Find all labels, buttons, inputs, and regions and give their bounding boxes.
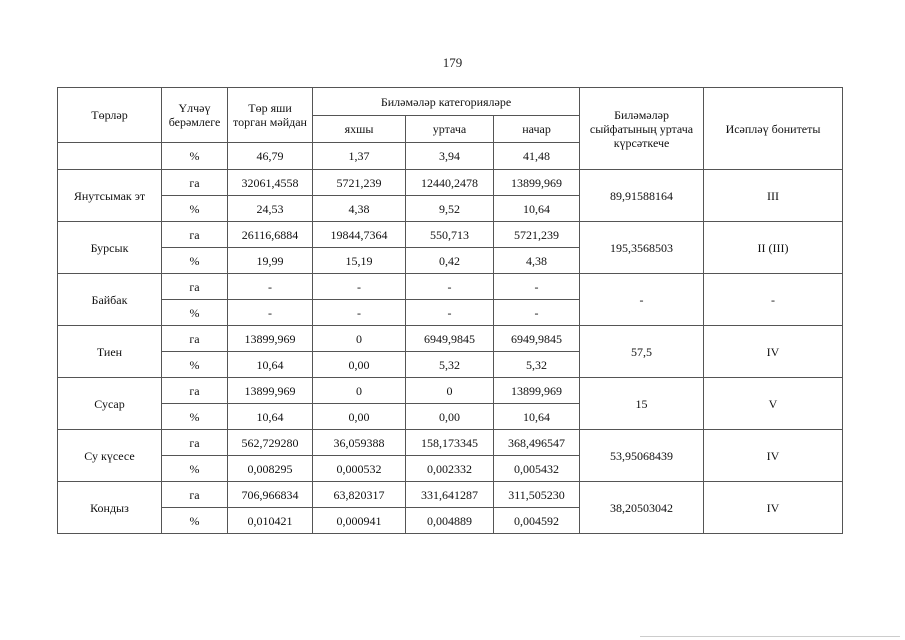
area-cell: 32061,4558 [228,170,313,196]
header-percent-medium: 3,94 [406,143,494,170]
poor-cell: 5,32 [494,352,580,378]
good-cell: 0,00 [313,352,406,378]
poor-cell: 4,38 [494,248,580,274]
poor-cell: 0,004592 [494,508,580,534]
average-cell: 89,91588164 [580,170,704,222]
unit-cell: га [162,222,228,248]
species-name: Тиен [58,326,162,378]
unit-cell: га [162,326,228,352]
species-name: Су күсесе [58,430,162,482]
medium-cell: 0,004889 [406,508,494,534]
header-percent-poor: 41,48 [494,143,580,170]
good-cell: 0,00 [313,404,406,430]
header-good: яхшы [313,116,406,143]
bonitet-cell: IV [704,482,843,534]
header-species: Төрләр [58,88,162,143]
habitat-quality-table [57,87,843,534]
poor-cell: 368,496547 [494,430,580,456]
medium-cell: 9,52 [406,196,494,222]
good-cell: - [313,300,406,326]
bonitet-cell: IV [704,326,843,378]
average-cell: 195,3568503 [580,222,704,274]
species-name: Байбак [58,274,162,326]
poor-cell: 13899,969 [494,170,580,196]
medium-cell: 0,00 [406,404,494,430]
header-categories: Биләмәләр категорияләре [313,88,580,116]
good-cell: 0 [313,326,406,352]
area-cell: 10,64 [228,404,313,430]
header-percent-blank [58,143,162,170]
table-row [58,170,843,196]
good-cell: 0 [313,378,406,404]
table-row [58,222,843,248]
bonitet-cell: IV [704,430,843,482]
poor-cell: 13899,969 [494,378,580,404]
table-row [58,378,843,404]
area-cell: 19,99 [228,248,313,274]
good-cell: 63,820317 [313,482,406,508]
area-cell: 0,008295 [228,456,313,482]
good-cell: 36,059388 [313,430,406,456]
bonitet-cell: - [704,274,843,326]
area-cell: 0,010421 [228,508,313,534]
area-cell: 26116,6884 [228,222,313,248]
header-unit: Үлчәү берәмлеге [162,88,228,143]
area-cell: 10,64 [228,352,313,378]
unit-cell: % [162,508,228,534]
average-cell: 57,5 [580,326,704,378]
poor-cell: 0,005432 [494,456,580,482]
species-name: Янутсымак эт [58,170,162,222]
header-percent-area: 46,79 [228,143,313,170]
poor-cell: 6949,9845 [494,326,580,352]
table-row [58,482,843,508]
area-cell: 24,53 [228,196,313,222]
medium-cell: 331,641287 [406,482,494,508]
poor-cell: - [494,300,580,326]
header-average: Биләмәләр сыйфатының уртача күрсәткече [580,88,704,170]
medium-cell: - [406,300,494,326]
good-cell: 0,000941 [313,508,406,534]
unit-cell: га [162,378,228,404]
good-cell: 5721,239 [313,170,406,196]
unit-cell: % [162,404,228,430]
good-cell: 0,000532 [313,456,406,482]
header-bonitet: Исәпләү бонитеты [704,88,843,170]
average-cell: 15 [580,378,704,430]
unit-cell: га [162,482,228,508]
species-name: Сусар [58,378,162,430]
poor-cell: - [494,274,580,300]
unit-cell: га [162,430,228,456]
area-cell: 13899,969 [228,378,313,404]
unit-cell: % [162,248,228,274]
species-name: Бурсык [58,222,162,274]
scan-artifact-line [640,636,900,637]
poor-cell: 5721,239 [494,222,580,248]
medium-cell: 158,173345 [406,430,494,456]
poor-cell: 10,64 [494,196,580,222]
unit-cell: % [162,456,228,482]
good-cell: 19844,7364 [313,222,406,248]
poor-cell: 311,505230 [494,482,580,508]
species-name: Кондыз [58,482,162,534]
area-cell: 562,729280 [228,430,313,456]
bonitet-cell: III [704,170,843,222]
header-percent-good: 1,37 [313,143,406,170]
page-number: 179 [442,55,463,70]
average-cell: - [580,274,704,326]
unit-cell: % [162,196,228,222]
area-cell: 13899,969 [228,326,313,352]
medium-cell: 0,002332 [406,456,494,482]
medium-cell: 6949,9845 [406,326,494,352]
area-cell: - [228,274,313,300]
average-cell: 38,20503042 [580,482,704,534]
bonitet-cell: II (III) [704,222,843,274]
good-cell: 15,19 [313,248,406,274]
average-cell: 53,95068439 [580,430,704,482]
table-row [58,430,843,456]
poor-cell: 10,64 [494,404,580,430]
header-percent-unit: % [162,143,228,170]
medium-cell: 0 [406,378,494,404]
good-cell: 4,38 [313,196,406,222]
medium-cell: 12440,2478 [406,170,494,196]
table-row [58,274,843,300]
area-cell: 706,966834 [228,482,313,508]
good-cell: - [313,274,406,300]
table-row [58,326,843,352]
medium-cell: - [406,274,494,300]
medium-cell: 5,32 [406,352,494,378]
medium-cell: 550,713 [406,222,494,248]
unit-cell: % [162,300,228,326]
header-area: Төр яши торган мәйдан [228,88,313,143]
bonitet-cell: V [704,378,843,430]
header-medium: уртача [406,116,494,143]
header-poor: начар [494,116,580,143]
unit-cell: % [162,352,228,378]
area-cell: - [228,300,313,326]
medium-cell: 0,42 [406,248,494,274]
unit-cell: га [162,274,228,300]
unit-cell: га [162,170,228,196]
